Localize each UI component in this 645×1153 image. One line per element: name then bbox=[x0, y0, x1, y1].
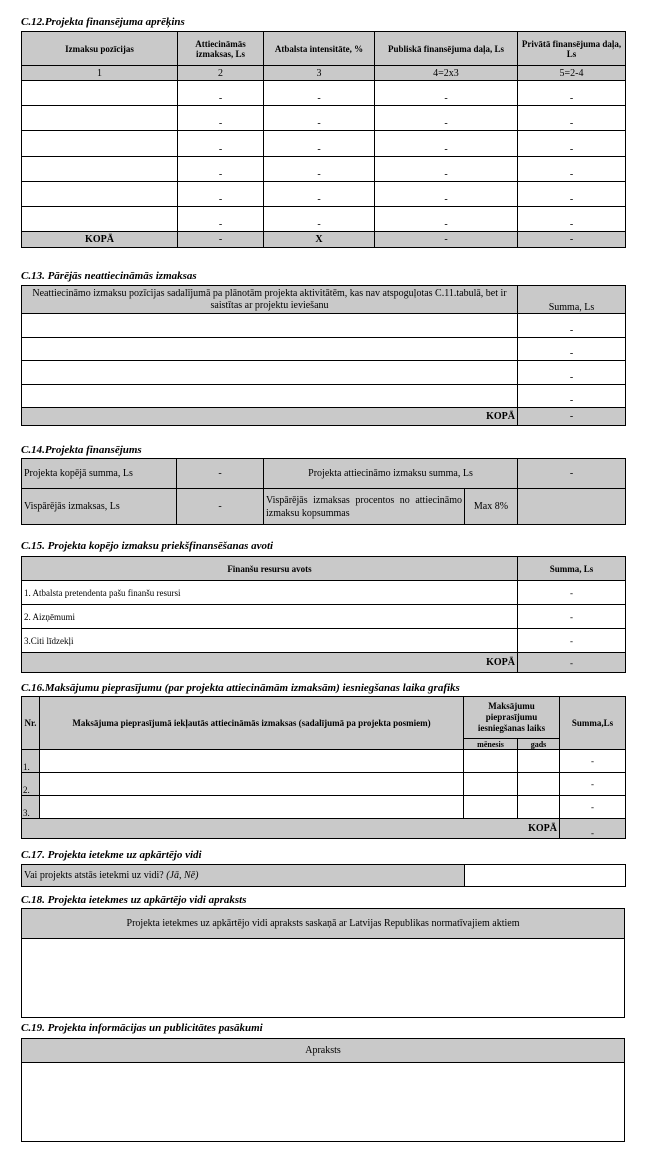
c16-header-time: Maksājumu pieprasījumu iesniegšanas laiks bbox=[464, 697, 560, 739]
c14-eligible-sum-value: - bbox=[518, 459, 626, 489]
c15-source-loans: 2. Aizņēmumi bbox=[22, 605, 518, 629]
table-row bbox=[22, 207, 626, 232]
c14-general-pct-label: Vispārējās izmaksas procentos no attiecināmo izmaksu kopsummas bbox=[264, 489, 465, 525]
c16-row-nr: 3. bbox=[22, 796, 40, 819]
table-row bbox=[22, 157, 626, 182]
c12-dash: - bbox=[518, 182, 626, 207]
c14-general-pct-value[interactable] bbox=[518, 489, 626, 525]
c16-dash: - bbox=[560, 796, 626, 819]
c19-description-field[interactable] bbox=[22, 1063, 625, 1142]
table-row bbox=[22, 106, 626, 131]
c16-total-value: - bbox=[560, 819, 626, 839]
table-row bbox=[22, 81, 626, 106]
c12-dash: - bbox=[264, 157, 375, 182]
c15-source-own-funds: 1. Atbalsta pretendenta pašu finanšu resursi bbox=[22, 581, 518, 605]
c12-dash: - bbox=[264, 131, 375, 157]
c16-title: C.16.Maksājumu pieprasījumu (par projekta attiecināmām izmaksām) iesniegšanas laika grafiks bbox=[21, 682, 460, 694]
c15-total-value: - bbox=[518, 653, 626, 673]
table-row bbox=[22, 629, 626, 653]
c12-total-public: - bbox=[375, 232, 518, 248]
table-row bbox=[22, 314, 626, 338]
c12-dash: - bbox=[375, 182, 518, 207]
c16-header-month: mēnesis bbox=[464, 739, 518, 750]
table-row bbox=[22, 773, 626, 796]
c16-costs-cell[interactable] bbox=[40, 796, 464, 819]
c12-cost-position-cell[interactable] bbox=[22, 157, 178, 182]
c14-eligible-sum-label: Projekta attiecināmo izmaksu summa, Ls bbox=[264, 459, 518, 489]
c17-question-text: Vai projekts atstās ietekmi uz vidi? bbox=[24, 870, 164, 881]
c12-cost-position-cell[interactable] bbox=[22, 207, 178, 232]
c12-colnum: 5=2-4 bbox=[518, 66, 626, 81]
c17-table bbox=[21, 864, 626, 887]
c16-header-nr: Nr. bbox=[22, 697, 40, 750]
c12-title: C.12.Projekta finansējuma aprēķins bbox=[21, 16, 185, 28]
c12-dash: - bbox=[375, 106, 518, 131]
c16-month-cell[interactable] bbox=[464, 750, 518, 773]
c13-title: C.13. Pārējās neattiecināmās izmaksas bbox=[21, 270, 197, 282]
c17-title: C.17. Projekta ietekme uz apkārtējo vidi bbox=[21, 849, 202, 861]
table-row bbox=[22, 338, 626, 361]
c19-title: C.19. Projekta informācijas un publicitātes pasākumi bbox=[21, 1022, 263, 1034]
c12-header-aid-intensity: Atbalsta intensitāte, % bbox=[264, 32, 375, 66]
c16-dash: - bbox=[560, 750, 626, 773]
c19-header: Apraksts bbox=[22, 1039, 625, 1063]
table-row bbox=[22, 385, 626, 408]
c16-dash: - bbox=[560, 773, 626, 796]
c13-cost-cell[interactable] bbox=[22, 314, 518, 338]
c12-cost-position-cell[interactable] bbox=[22, 182, 178, 207]
c14-general-costs-label: Vispārējās izmaksas, Ls bbox=[22, 489, 177, 525]
c12-dash: - bbox=[178, 106, 264, 131]
c16-year-cell[interactable] bbox=[518, 750, 560, 773]
c18-table bbox=[21, 908, 625, 1018]
c12-dash: - bbox=[178, 81, 264, 106]
c12-cost-position-cell[interactable] bbox=[22, 131, 178, 157]
c12-dash: - bbox=[264, 182, 375, 207]
c12-total-row bbox=[22, 232, 626, 248]
c12-dash: - bbox=[518, 106, 626, 131]
c12-colnum: 3 bbox=[264, 66, 375, 81]
c12-dash: - bbox=[375, 131, 518, 157]
c13-cost-cell[interactable] bbox=[22, 385, 518, 408]
c12-header-public-funding: Publiskā finansējuma daļa, Ls bbox=[375, 32, 518, 66]
c12-dash: - bbox=[518, 131, 626, 157]
c17-answer-hint: (Jā, Nē) bbox=[166, 870, 199, 881]
c12-total-private: - bbox=[518, 232, 626, 248]
c14-general-costs-value: - bbox=[177, 489, 264, 525]
c12-dash: - bbox=[264, 106, 375, 131]
c15-total-row bbox=[22, 653, 626, 673]
c16-month-cell[interactable] bbox=[464, 796, 518, 819]
c16-total-row bbox=[22, 819, 626, 839]
c12-dash: - bbox=[375, 157, 518, 182]
c15-total-label: KOPĀ bbox=[22, 653, 518, 673]
c12-dash: - bbox=[518, 207, 626, 232]
c13-header-sum: Summa, Ls bbox=[518, 286, 626, 314]
c13-cost-cell[interactable] bbox=[22, 361, 518, 385]
c13-dash: - bbox=[518, 338, 626, 361]
c12-dash: - bbox=[264, 207, 375, 232]
c16-row-nr: 1. bbox=[22, 750, 40, 773]
c15-source-other: 3.Citi līdzekļi bbox=[22, 629, 518, 653]
c16-year-cell[interactable] bbox=[518, 773, 560, 796]
c16-header-costs: Maksājuma pieprasījumā iekļautās attiecināmās izmaksas (sadalījumā pa projekta posmiem) bbox=[40, 697, 464, 750]
c12-dash: - bbox=[264, 81, 375, 106]
table-row bbox=[22, 796, 626, 819]
c16-costs-cell[interactable] bbox=[40, 750, 464, 773]
c12-cost-position-cell[interactable] bbox=[22, 106, 178, 131]
c12-colnum: 1 bbox=[22, 66, 178, 81]
c12-table bbox=[21, 31, 626, 248]
table-row bbox=[22, 750, 626, 773]
c12-header-cost-positions: Izmaksu pozīcijas bbox=[22, 32, 178, 66]
c12-dash: - bbox=[375, 81, 518, 106]
table-row bbox=[22, 182, 626, 207]
c15-dash: - bbox=[518, 629, 626, 653]
c13-dash: - bbox=[518, 385, 626, 408]
c15-header-source: Finanšu resursu avots bbox=[22, 557, 518, 581]
c12-dash: - bbox=[178, 182, 264, 207]
c13-dash: - bbox=[518, 314, 626, 338]
c12-cost-position-cell[interactable] bbox=[22, 81, 178, 106]
c15-dash: - bbox=[518, 581, 626, 605]
c12-total-eligible: - bbox=[178, 232, 264, 248]
c15-table bbox=[21, 556, 626, 673]
c12-dash: - bbox=[375, 207, 518, 232]
c14-table bbox=[21, 458, 626, 525]
c12-header-private-funding: Privātā finansējuma daļa, Ls bbox=[518, 32, 626, 66]
table-row bbox=[22, 131, 626, 157]
c13-cost-cell[interactable] bbox=[22, 338, 518, 361]
c13-dash: - bbox=[518, 361, 626, 385]
c16-month-cell[interactable] bbox=[464, 773, 518, 796]
table-row bbox=[22, 581, 626, 605]
table-row bbox=[22, 605, 626, 629]
c13-total-value: - bbox=[518, 408, 626, 426]
c14-total-sum-value: - bbox=[177, 459, 264, 489]
c14-max-label: Max 8% bbox=[465, 489, 518, 525]
c16-year-cell[interactable] bbox=[518, 796, 560, 819]
c18-description-field[interactable] bbox=[22, 939, 625, 1018]
c15-header-sum: Summa, Ls bbox=[518, 557, 626, 581]
c12-total-label: KOPĀ bbox=[22, 232, 178, 248]
c18-header: Projekta ietekmes uz apkārtējo vidi apraksts saskaņā ar Latvijas Republikas normatīvajiem aktiem bbox=[22, 909, 625, 939]
c13-total-row bbox=[22, 408, 626, 426]
c17-answer-field[interactable] bbox=[465, 865, 626, 887]
c17-question bbox=[22, 865, 465, 887]
c16-row-nr: 2. bbox=[22, 773, 40, 796]
c16-total-label: KOPĀ bbox=[22, 819, 560, 839]
c13-table bbox=[21, 285, 626, 426]
c18-title: C.18. Projekta ietekmes uz apkārtējo vidi apraksts bbox=[21, 894, 247, 906]
c12-dash: - bbox=[178, 131, 264, 157]
c15-dash: - bbox=[518, 605, 626, 629]
c12-dash: - bbox=[518, 157, 626, 182]
c19-table bbox=[21, 1038, 625, 1142]
c13-header-description: Neattiecināmo izmaksu pozīcijas sadalījumā pa plānotām projekta aktivitātēm, kas nav atspoguļotas C.11.tabulā, bet ir saistītas ar projektu ieviešanu bbox=[22, 286, 518, 314]
table-row bbox=[22, 361, 626, 385]
c12-dash: - bbox=[178, 157, 264, 182]
c14-total-sum-label: Projekta kopējā summa, Ls bbox=[22, 459, 177, 489]
c14-title: C.14.Projekta finansējums bbox=[21, 444, 142, 456]
c16-header-year: gads bbox=[518, 739, 560, 750]
c12-header-eligible-costs: Attiecināmās izmaksas, Ls bbox=[178, 32, 264, 66]
c12-dash: - bbox=[178, 207, 264, 232]
c16-header-sum: Summa,Ls bbox=[560, 697, 626, 750]
c12-colnum: 4=2x3 bbox=[375, 66, 518, 81]
c12-total-x: X bbox=[264, 232, 375, 248]
c15-title: C.15. Projekta kopējo izmaksu priekšfinansēšanas avoti bbox=[21, 540, 274, 552]
c16-costs-cell[interactable] bbox=[40, 773, 464, 796]
c12-dash: - bbox=[518, 81, 626, 106]
c16-table bbox=[21, 696, 626, 839]
c12-colnum: 2 bbox=[178, 66, 264, 81]
c13-total-label: KOPĀ bbox=[22, 408, 518, 426]
